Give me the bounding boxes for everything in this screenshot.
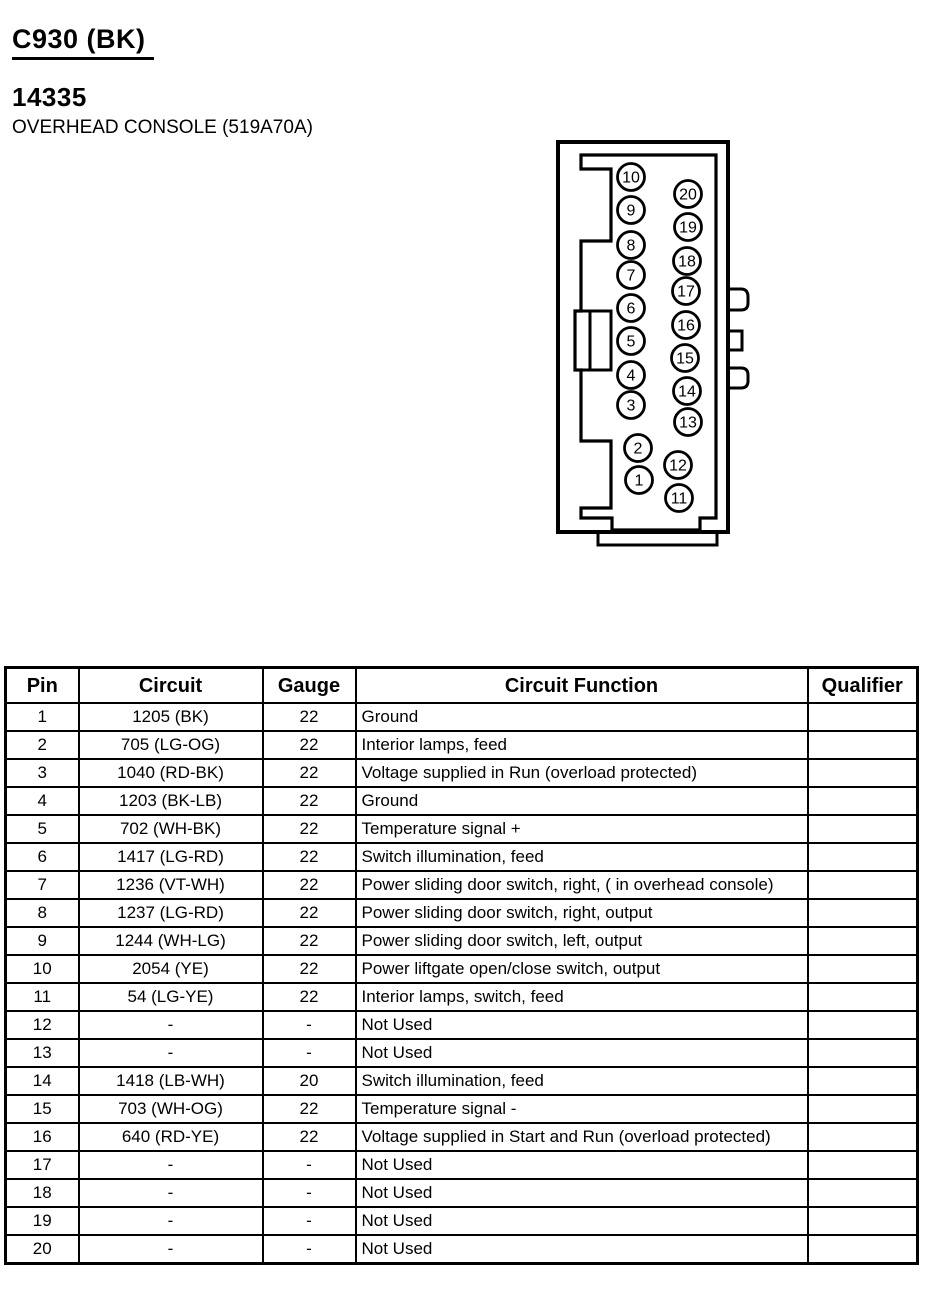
pin-4-number: 4 — [626, 367, 636, 385]
table-row — [6, 899, 918, 927]
pin-group — [618, 164, 702, 512]
cell-function: Ground — [356, 703, 808, 731]
table-row — [6, 1095, 918, 1123]
cell-pin: 8 — [6, 899, 79, 927]
cell-circuit: - — [79, 1151, 263, 1179]
cell-function: Not Used — [356, 1179, 808, 1207]
cell-qualifier — [808, 1123, 918, 1151]
table-row — [6, 731, 918, 759]
table-row — [6, 1067, 918, 1095]
cell-pin: 12 — [6, 1011, 79, 1039]
cell-gauge: 22 — [263, 759, 356, 787]
cell-gauge: 22 — [263, 787, 356, 815]
cell-pin: 15 — [6, 1095, 79, 1123]
pinout-table-container — [4, 666, 918, 1265]
pin-2-number: 2 — [633, 440, 643, 458]
cell-qualifier — [808, 759, 918, 787]
column-header-qualifier: Qualifier — [808, 668, 918, 704]
table-row — [6, 1151, 918, 1179]
cell-qualifier — [808, 1235, 918, 1264]
connector-right-tab-middle — [728, 331, 742, 350]
cell-function: Power sliding door switch, right, output — [356, 899, 808, 927]
cell-function: Interior lamps, feed — [356, 731, 808, 759]
table-row — [6, 815, 918, 843]
cell-function: Not Used — [356, 1039, 808, 1067]
cell-function: Power liftgate open/close switch, output — [356, 955, 808, 983]
table-row — [6, 703, 918, 731]
cell-qualifier — [808, 787, 918, 815]
cell-pin: 19 — [6, 1207, 79, 1235]
cell-function: Switch illumination, feed — [356, 843, 808, 871]
cell-gauge: - — [263, 1179, 356, 1207]
cell-function: Temperature signal - — [356, 1095, 808, 1123]
cell-qualifier — [808, 871, 918, 899]
table-row — [6, 1039, 918, 1067]
pin-17-number: 17 — [677, 283, 695, 301]
cell-qualifier — [808, 927, 918, 955]
table-row — [6, 871, 918, 899]
table-row — [6, 843, 918, 871]
pin-3-number: 3 — [626, 397, 636, 415]
cell-pin: 14 — [6, 1067, 79, 1095]
pinout-table — [4, 666, 919, 1265]
cell-circuit: 1237 (LG-RD) — [79, 899, 263, 927]
cell-gauge: 22 — [263, 899, 356, 927]
table-row — [6, 955, 918, 983]
cell-qualifier — [808, 983, 918, 1011]
table-row — [6, 927, 918, 955]
cell-function: Not Used — [356, 1207, 808, 1235]
cell-circuit: - — [79, 1011, 263, 1039]
cell-gauge: 22 — [263, 1123, 356, 1151]
cell-pin: 10 — [6, 955, 79, 983]
cell-gauge: 22 — [263, 731, 356, 759]
cell-circuit: 1417 (LG-RD) — [79, 843, 263, 871]
cell-circuit: 1205 (BK) — [79, 703, 263, 731]
cell-circuit: 54 (LG-YE) — [79, 983, 263, 1011]
connector-id-title: C930 (BK) — [12, 24, 154, 60]
cell-gauge: 22 — [263, 983, 356, 1011]
column-header-circuit: Circuit — [79, 668, 263, 704]
cell-circuit: 702 (WH-BK) — [79, 815, 263, 843]
cell-pin: 16 — [6, 1123, 79, 1151]
cell-pin: 13 — [6, 1039, 79, 1067]
cell-circuit: 1040 (RD-BK) — [79, 759, 263, 787]
cell-gauge: 22 — [263, 1095, 356, 1123]
cell-pin: 17 — [6, 1151, 79, 1179]
table-header-row — [6, 668, 918, 704]
cell-qualifier — [808, 1151, 918, 1179]
cell-circuit: - — [79, 1235, 263, 1264]
column-header-pin: Pin — [6, 668, 79, 704]
cell-pin: 20 — [6, 1235, 79, 1264]
cell-gauge: 22 — [263, 871, 356, 899]
cell-circuit: 1418 (LB-WH) — [79, 1067, 263, 1095]
pin-11-number: 11 — [670, 490, 688, 508]
connector-right-tab-top — [728, 289, 748, 310]
cell-gauge: - — [263, 1207, 356, 1235]
cell-circuit: 703 (WH-OG) — [79, 1095, 263, 1123]
cell-circuit: - — [79, 1207, 263, 1235]
connector-left-latch — [581, 311, 611, 370]
cell-circuit: 1244 (WH-LG) — [79, 927, 263, 955]
cell-gauge: 22 — [263, 703, 356, 731]
pin-7-number: 7 — [626, 267, 636, 285]
pin-15-number: 15 — [676, 350, 694, 368]
cell-gauge: - — [263, 1039, 356, 1067]
page-header — [12, 24, 313, 139]
table-row — [6, 1179, 918, 1207]
table-row — [6, 983, 918, 1011]
cell-gauge: - — [263, 1151, 356, 1179]
cell-pin: 1 — [6, 703, 79, 731]
cell-circuit: 640 (RD-YE) — [79, 1123, 263, 1151]
cell-qualifier — [808, 1011, 918, 1039]
cell-circuit: 1203 (BK-LB) — [79, 787, 263, 815]
pin-20-number: 20 — [679, 186, 697, 204]
table-row — [6, 1235, 918, 1264]
cell-qualifier — [808, 1207, 918, 1235]
pin-13-number: 13 — [679, 414, 697, 432]
cell-qualifier — [808, 1067, 918, 1095]
cell-function: Not Used — [356, 1011, 808, 1039]
cell-function: Voltage supplied in Run (overload protected) — [356, 759, 808, 787]
pin-9-number: 9 — [626, 202, 636, 220]
cell-qualifier — [808, 703, 918, 731]
cell-gauge: - — [263, 1235, 356, 1264]
pin-16-number: 16 — [677, 317, 695, 335]
cell-pin: 18 — [6, 1179, 79, 1207]
cell-gauge: 22 — [263, 955, 356, 983]
cell-function: Interior lamps, switch, feed — [356, 983, 808, 1011]
cell-pin: 7 — [6, 871, 79, 899]
cell-qualifier — [808, 1039, 918, 1067]
table-row — [6, 1011, 918, 1039]
pin-19-number: 19 — [679, 219, 697, 237]
cell-pin: 9 — [6, 927, 79, 955]
cell-pin: 2 — [6, 731, 79, 759]
cell-function: Power sliding door switch, right, ( in overhead console) — [356, 871, 808, 899]
connector-diagram — [548, 133, 763, 555]
table-row — [6, 787, 918, 815]
cell-gauge: 20 — [263, 1067, 356, 1095]
cell-circuit: 1236 (VT-WH) — [79, 871, 263, 899]
pin-12-number: 12 — [669, 457, 687, 475]
cell-function: Temperature signal + — [356, 815, 808, 843]
table-row — [6, 1207, 918, 1235]
cell-qualifier — [808, 815, 918, 843]
pin-18-number: 18 — [678, 253, 696, 271]
column-header-circuit-function: Circuit Function — [356, 668, 808, 704]
connector-right-tab-bottom — [728, 368, 748, 388]
cell-qualifier — [808, 899, 918, 927]
table-row — [6, 1123, 918, 1151]
cell-function: Not Used — [356, 1235, 808, 1264]
cell-pin: 3 — [6, 759, 79, 787]
pin-8-number: 8 — [626, 237, 636, 255]
part-description: OVERHEAD CONSOLE (519A70A) — [12, 117, 313, 138]
cell-circuit: - — [79, 1179, 263, 1207]
cell-qualifier — [808, 843, 918, 871]
pin-6-number: 6 — [626, 300, 636, 318]
cell-circuit: - — [79, 1039, 263, 1067]
cell-function: Ground — [356, 787, 808, 815]
pin-table-body — [6, 703, 918, 1264]
cell-pin: 5 — [6, 815, 79, 843]
table-row — [6, 759, 918, 787]
pin-10-number: 10 — [622, 169, 640, 187]
part-number: 14335 — [12, 82, 87, 112]
cell-gauge: 22 — [263, 815, 356, 843]
cell-function: Switch illumination, feed — [356, 1067, 808, 1095]
pin-14-number: 14 — [678, 383, 696, 401]
cell-pin: 6 — [6, 843, 79, 871]
cell-function: Not Used — [356, 1151, 808, 1179]
pin-1-number: 1 — [634, 472, 644, 490]
cell-qualifier — [808, 1095, 918, 1123]
column-header-gauge: Gauge — [263, 668, 356, 704]
cell-function: Power sliding door switch, left, output — [356, 927, 808, 955]
cell-gauge: - — [263, 1011, 356, 1039]
cell-gauge: 22 — [263, 927, 356, 955]
cell-function: Voltage supplied in Start and Run (overload protected) — [356, 1123, 808, 1151]
pin-5-number: 5 — [626, 333, 636, 351]
cell-gauge: 22 — [263, 843, 356, 871]
cell-qualifier — [808, 955, 918, 983]
cell-pin: 4 — [6, 787, 79, 815]
cell-circuit: 2054 (YE) — [79, 955, 263, 983]
cell-circuit: 705 (LG-OG) — [79, 731, 263, 759]
cell-qualifier — [808, 731, 918, 759]
cell-qualifier — [808, 1179, 918, 1207]
cell-pin: 11 — [6, 983, 79, 1011]
